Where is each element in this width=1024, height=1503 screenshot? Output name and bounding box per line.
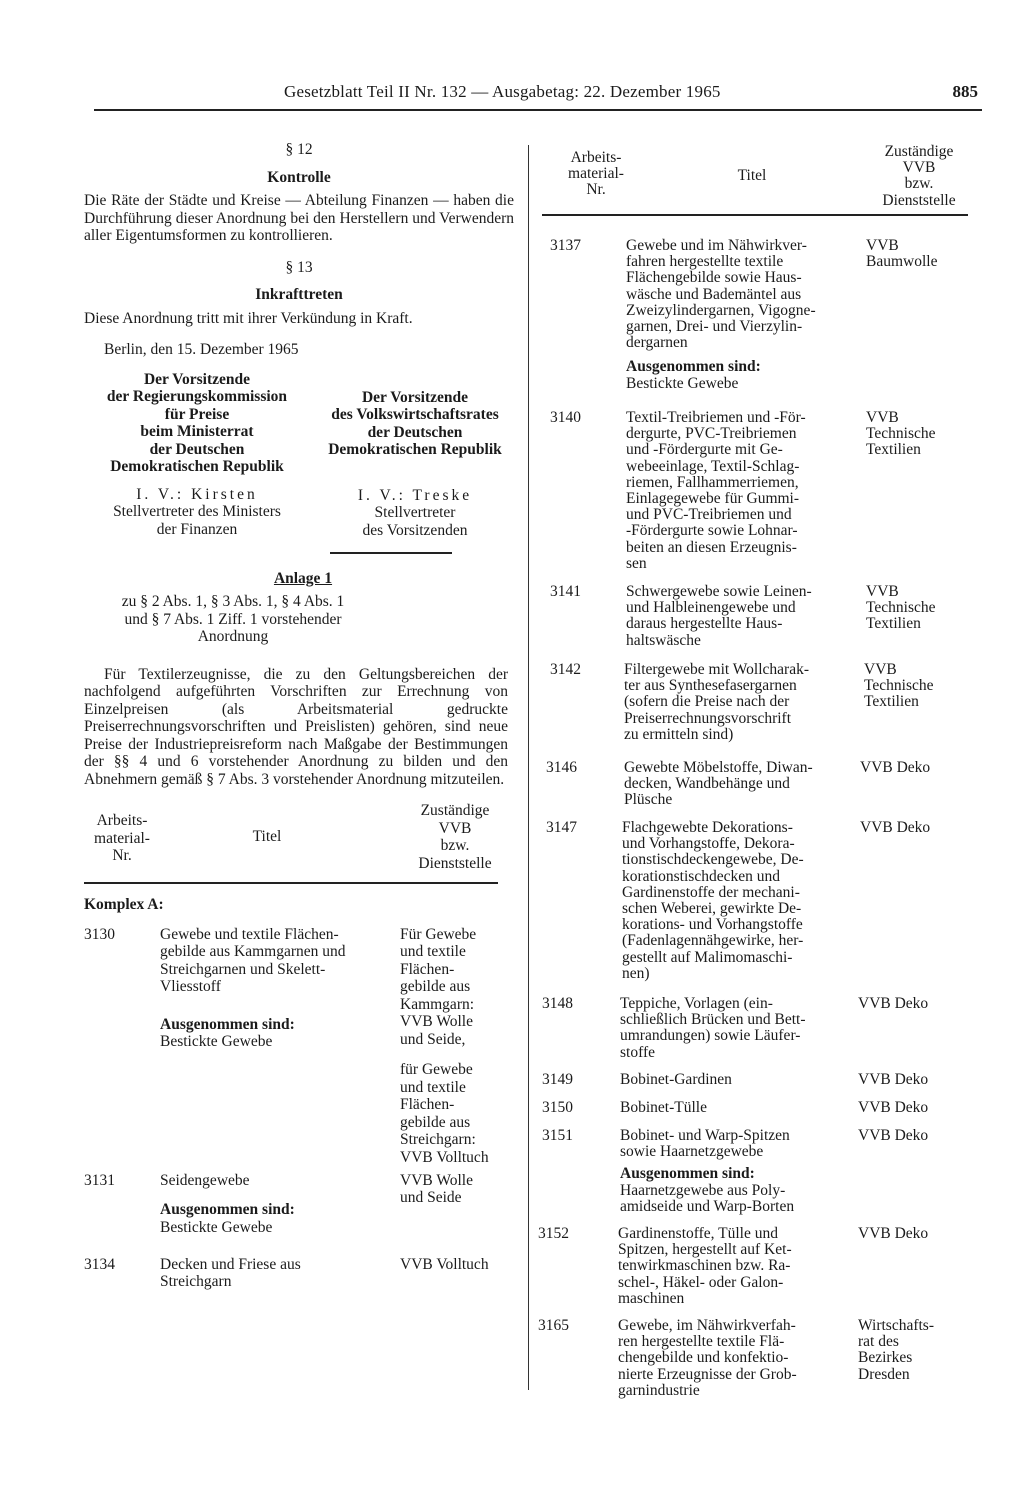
row-office (858, 996, 968, 1012)
row-title-line: ren hergestellte textile Flä- (618, 1333, 785, 1351)
table-row (542, 996, 968, 1072)
row-office (858, 1072, 968, 1088)
row-nr: 3137 (550, 237, 581, 254)
table-row (542, 1128, 968, 1226)
row-title-line: (Fadenlagennähgewirke, her- (622, 932, 804, 950)
row-nr: 3147 (546, 819, 577, 836)
row-office-line: Kammgarn: (400, 995, 475, 1013)
row-title (620, 1100, 858, 1116)
row-title-line: Flachgewebte Dekorations- (622, 819, 793, 836)
anlage-title: Anlage 1 (273, 569, 333, 587)
row-nr: 3130 (84, 925, 115, 943)
row-title (160, 1256, 394, 1291)
row-title-line: garnen, Drei- und Vierzylin- (626, 318, 803, 336)
anlage-rule (330, 552, 452, 554)
left-th-col1-line-1: Arbeits- (96, 812, 148, 829)
anlage-ref-line-3: Anordnung (197, 628, 269, 645)
row-title (618, 1318, 854, 1399)
row-office-line: Dresden (858, 1365, 910, 1383)
table-row (84, 1172, 514, 1256)
table-row (542, 820, 968, 996)
header-title: Gesetzblatt Teil II Nr. 132 — Ausgabetag: 22. Dezember 1965 (284, 82, 721, 101)
row-office-line: und textile (400, 1078, 466, 1096)
row-title-line: Bobinet-Tülle (620, 1099, 707, 1116)
table-row (84, 1256, 514, 1296)
row-title-line: sowie Haarnetzgewebe (620, 1143, 764, 1161)
row-except-line: Bestickte Gewebe (160, 1218, 273, 1236)
row-office-line: VVB Deko (858, 1127, 929, 1144)
row-title-line: Filtergewebe mit Wollcharak- (624, 661, 809, 678)
signatory-left-title-1: Der Vorsitzende (143, 370, 251, 388)
row-title-line: Gardinenstoffe der mechani- (622, 883, 800, 901)
row-title-line: Flächengebilde sowie Haus- (626, 269, 802, 287)
signatory-left-role-2: der Finanzen (156, 520, 238, 538)
row-title-line: Spitzen, hergestellt auf Ket- (618, 1241, 792, 1259)
row-office-line: VVB (864, 661, 897, 678)
row-except-line: Bestickte Gewebe (160, 1033, 273, 1050)
table-row (84, 926, 514, 1172)
row-office-line: Für Gewebe (400, 925, 477, 943)
left-th-col3-line-4: Dienststelle (418, 854, 492, 872)
row-title-line: Vliesstoff (160, 978, 221, 995)
right-th-office (864, 144, 974, 209)
row-office-line: und Seide (400, 1189, 462, 1206)
row-title-line: riemen, Fallhammerriemen, (626, 473, 799, 491)
row-title-line: beiten an diesen Erzeugnis- (626, 538, 797, 556)
section-13-heading: Inkrafttreten (255, 286, 343, 303)
right-column (538, 142, 968, 1408)
row-except-line: Haarnetzgewebe aus Poly- (620, 1181, 786, 1199)
row-title-line: -Fördergurte sowie Lohnar- (626, 522, 798, 540)
row-title-line: zu ermitteln sind) (624, 725, 734, 743)
left-column (84, 135, 514, 1296)
table-row (538, 1317, 968, 1408)
table-row (542, 1072, 968, 1100)
anlage-ref-line-1: zu § 2 Abs. 1, § 3 Abs. 1, § 4 Abs. 1 (121, 593, 345, 610)
row-title (626, 410, 858, 572)
row-nr: 3146 (546, 759, 577, 776)
row-title-line: fahren hergestellte textile (626, 253, 784, 271)
row-office (858, 1128, 968, 1144)
row-title-line: Gardinenstoffe, Tülle und (618, 1225, 778, 1242)
row-title (160, 926, 394, 1051)
row-office-line: VVB (866, 583, 899, 600)
row-title-line: Einlagegewebe für Gummi- (626, 490, 800, 508)
row-office-line: VVB Deko (860, 819, 931, 836)
row-office-line: Wirtschafts- (858, 1317, 934, 1334)
row-title-line: haltswäsche (626, 631, 701, 649)
left-th-col1-line-2: material- (94, 829, 150, 847)
right-th-col1-line-2: material- (568, 165, 624, 183)
row-title-line: webeeinlage, Textil-Schlag- (626, 457, 800, 475)
row-office (400, 926, 506, 1167)
left-th-office (402, 802, 508, 872)
row-title-line: Textil-Treibriemen und -För- (626, 409, 806, 426)
row-office-line: VVB Deko (858, 1071, 929, 1088)
signatory-right-title-3: der Deutschen (367, 423, 463, 441)
row-except-heading: Ausgenommen sind: (620, 1165, 755, 1183)
row-title-line: und PVC-Treibriemen und (626, 506, 792, 524)
row-office-line: Technische (864, 677, 934, 695)
right-table-header (542, 142, 968, 209)
table-row (542, 760, 968, 820)
section-12-heading: Kontrolle (267, 168, 331, 186)
anlage-ref-line-2: und § 7 Abs. 1 Ziff. 1 vorstehender (124, 610, 342, 628)
row-title-line: daraus hergestellte Haus- (626, 615, 783, 633)
signatory-right-title-2: des Volkswirtschaftsrates (331, 406, 499, 423)
row-title-line: gebilde aus Kammgarnen und (160, 943, 346, 960)
row-title-line: Preiserrechnungsvorschrift (624, 709, 792, 727)
row-office (858, 1226, 968, 1242)
row-title-line: Plüsche (624, 791, 673, 809)
row-title-line: chengebilde und konfektio- (618, 1349, 789, 1367)
right-th-col3-line-2: VVB (902, 159, 936, 177)
komplex-heading: Komplex A: (84, 896, 164, 913)
signature-block (84, 371, 514, 546)
row-title-line: tionstischdeckengewebe, De- (622, 851, 804, 869)
row-title-line: Gewebe und textile Flächen- (160, 925, 339, 943)
row-title (624, 760, 858, 809)
row-title-line: Teppiche, Vorlagen (ein- (620, 995, 773, 1012)
right-th-col3-line-3: bzw. (904, 175, 934, 193)
section-13-number: § 13 (285, 258, 313, 276)
row-title-line: korations- und Vorhangstoffe (622, 916, 803, 934)
row-nr: 3149 (542, 1071, 573, 1088)
row-title-line: tenwirkmaschinen bzw. Ra- (618, 1257, 791, 1275)
right-th-col1-line-1: Arbeits- (570, 149, 622, 166)
row-office (866, 410, 970, 459)
signatory-right-title-1: Der Vorsitzende (361, 388, 469, 406)
row-title-line: Seidengewebe (160, 1171, 250, 1189)
row-nr: 3165 (538, 1317, 569, 1334)
row-office-line: VVB Deko (860, 759, 931, 776)
row-except-heading: Ausgenommen sind: (626, 358, 761, 376)
row-nr: 3134 (84, 1255, 115, 1273)
right-th-col3-line-1: Zuständige (884, 143, 954, 160)
signatory-left-role-1: Stellvertreter des Ministers (113, 503, 281, 520)
row-title-line: nen) (622, 964, 650, 982)
row-office (864, 662, 968, 711)
row-office-line: gebilde aus (400, 978, 471, 995)
row-title (626, 238, 858, 392)
row-office-line: Technische (866, 599, 936, 617)
row-except-heading: Ausgenommen sind: (160, 1201, 295, 1218)
row-title-line: stoffe (620, 1043, 656, 1061)
right-th-col3-line-4: Dienststelle (882, 191, 956, 209)
left-th-col3-line-1: Zuständige (420, 802, 490, 819)
row-title (620, 1128, 858, 1215)
signatory-left-title-5: der Deutschen (149, 440, 245, 458)
row-nr: 3152 (538, 1225, 569, 1242)
row-title (620, 1072, 858, 1088)
left-table-rule (84, 882, 498, 884)
row-title-line: schen Weberei, gewirkte De- (622, 900, 802, 918)
row-title-line: (sofern die Preise nach der (624, 693, 790, 711)
section-12-text: Die Räte der Städte und Kreise — Abteilung Finanzen — haben die Durchführung dieser Anordnung bei den Herstellern und Verwendern aller Eigentumsformen zu kontrollieren. (84, 192, 514, 244)
row-title (624, 662, 858, 743)
row-title-line: schel-, Häkel- oder Galon- (618, 1273, 784, 1291)
row-title-line: dergarnen (626, 334, 688, 352)
row-title-line: garnindustrie (618, 1381, 700, 1399)
table-row (542, 410, 968, 584)
table-row (542, 662, 968, 760)
row-title-line: Streichgarn (160, 1273, 232, 1290)
row-title (620, 996, 858, 1061)
signatory-left (84, 371, 310, 539)
row-nr: 3150 (542, 1099, 573, 1116)
row-title-line: Zweizylindergarnen, Vigogne- (626, 301, 816, 319)
row-office-line: Textilien (866, 615, 921, 633)
row-office-line: rat des (858, 1333, 899, 1351)
row-title-line: wäsche und Bademäntel aus (626, 285, 802, 303)
row-title (622, 820, 858, 982)
table-row (542, 584, 968, 662)
signatory-right-role-2: des Vorsitzenden (362, 521, 468, 539)
row-title (618, 1226, 856, 1307)
left-th-col3-line-2: VVB (438, 819, 472, 837)
row-title-line: Gewebe, im Nähwirkverfah- (618, 1317, 796, 1334)
page-number: 885 (952, 82, 978, 101)
anlage-reference (84, 593, 378, 646)
row-title-line: und Vorhangstoffe, Dekora- (622, 835, 795, 853)
row-title-line: Decken und Friese aus (160, 1255, 301, 1273)
row-office-line: VVB Wolle (400, 1171, 473, 1189)
row-title-line: Schwergewebe sowie Leinen- (626, 583, 812, 600)
row-office-line: Baumwolle (866, 253, 938, 271)
signatory-right-role-1: Stellvertreter (374, 504, 456, 521)
row-title-line: schließlich Brücken und Bett- (620, 1011, 806, 1029)
row-office-line: VVB Volltuch (400, 1148, 489, 1166)
row-nr: 3131 (84, 1171, 115, 1189)
row-nr: 3142 (550, 661, 581, 678)
row-title-line: sen (626, 554, 647, 572)
row-office-line: Flächen- (400, 1096, 455, 1113)
row-office-line: Bezirkes (858, 1349, 913, 1367)
row-title-line: decken, Wandbehänge und (624, 775, 790, 793)
row-nr: 3148 (542, 995, 573, 1012)
row-title-line: und -Fördergurte mit Ge- (626, 441, 783, 459)
row-office (858, 1100, 968, 1116)
signatory-left-title-3: für Preise (164, 405, 230, 423)
row-office-line: VVB Deko (858, 1225, 929, 1242)
left-th-title: Titel (252, 828, 282, 845)
row-office-line: und textile (400, 943, 466, 960)
row-title-line: umrandungen) sowie Läufer- (620, 1027, 801, 1045)
row-office (400, 1256, 506, 1274)
table-row (538, 1225, 968, 1318)
left-table-header (84, 802, 514, 874)
header-rule (94, 109, 982, 111)
signatory-left-title-6: Demokratischen Republik (110, 458, 284, 475)
row-office (866, 584, 970, 633)
page-header (0, 82, 1024, 106)
right-th-material-nr (546, 150, 646, 199)
row-title-line: dergurte, PVC-Treibriemen (626, 425, 797, 443)
row-office-line: und Seide, (400, 1030, 466, 1048)
row-title-line: maschinen (618, 1289, 685, 1307)
right-th-title: Titel (737, 167, 767, 184)
section-13-text: Diese Anordnung tritt mit ihrer Verkündung in Kraft. (84, 309, 413, 327)
signatory-left-name: I. V.: Kirsten (136, 485, 258, 503)
row-title-line: Bobinet- und Warp-Spitzen (620, 1127, 790, 1144)
row-office-line: Technische (866, 425, 936, 443)
signatory-right-title-4: Demokratischen Republik (328, 441, 502, 458)
row-except-heading: Ausgenommen sind: (160, 1015, 295, 1033)
row-office (400, 1172, 506, 1207)
row-title (626, 584, 858, 649)
row-office-line: VVB (866, 237, 899, 254)
row-title-line: gestellt auf Malimomaschi- (622, 948, 793, 966)
row-title-line: Gewebe und im Nähwirkver- (626, 237, 807, 254)
anlage-text: Für Textilerzeugnisse, die zu den Geltungsbereichen der nachfolgend aufgeführten Vorschriften zur Errechnung von Einzelpreisen (als Arbeitsmaterial gedruckte Preiserrechnungsvorschriften und Preislisten) gehören, sind neue Preise der Industriepreisreform nach Maßgabe der Bestimmungen der §§ 4 und 6 vorstehender Anordnung zu bilden und den Abnehmern gemäß § 7 Abs. 3 vorstehender Anordnung mitzuteilen. (84, 665, 508, 788)
row-office (860, 760, 968, 776)
row-title-line: ter aus Synthesefasergarnen (624, 677, 797, 695)
row-office-spacer (400, 1048, 506, 1061)
left-th-col3-line-3: bzw. (440, 837, 470, 854)
left-th-material-nr (84, 812, 160, 865)
row-office-line: VVB (866, 409, 899, 426)
signatory-right (310, 389, 520, 540)
table-row (542, 1100, 968, 1128)
row-office (860, 820, 968, 836)
row-nr: 3151 (542, 1127, 573, 1144)
row-except-line: Bestickte Gewebe (626, 374, 739, 392)
row-office-line: VVB Wolle (400, 1013, 473, 1030)
row-office-line: VVB Deko (858, 1099, 929, 1116)
signatory-right-name: I. V.: Treske (357, 486, 473, 504)
row-nr: 3140 (550, 409, 581, 426)
row-except-line: amidseide und Warp-Borten (620, 1197, 795, 1215)
section-12-number: § 12 (285, 141, 313, 158)
row-office-line: für Gewebe (400, 1061, 473, 1078)
row-office-line: gebilde aus (400, 1113, 471, 1131)
row-office-line: VVB Volltuch (400, 1255, 489, 1273)
row-office (858, 1318, 968, 1383)
right-table-rule (542, 214, 968, 216)
row-office-line: Streichgarn: (400, 1131, 476, 1148)
place-date: Berlin, den 15. Dezember 1965 (104, 341, 299, 358)
column-divider (528, 145, 529, 1390)
row-office-line: Textilien (864, 693, 919, 711)
row-title-line: korationstischdecken und (622, 867, 780, 885)
row-title-line: Streichgarnen und Skelett- (160, 960, 326, 978)
row-office-line: Textilien (866, 441, 921, 459)
row-nr: 3141 (550, 583, 581, 600)
left-th-col1-line-3: Nr. (112, 847, 132, 864)
row-title-line: Bobinet-Gardinen (620, 1071, 732, 1088)
row-title-line: und Halbleinengewebe und (626, 599, 796, 617)
row-office-line: VVB Deko (858, 995, 929, 1012)
table-row (542, 238, 968, 410)
row-title-line: nierte Erzeugnisse der Grob- (618, 1365, 797, 1383)
signatory-left-title-4: beim Ministerrat (140, 423, 254, 440)
row-office (866, 238, 970, 270)
right-th-col1-line-3: Nr. (586, 181, 606, 199)
row-title (160, 1172, 394, 1237)
signatory-left-title-2: der Regierungskommission (106, 388, 288, 405)
row-title-line: Gewebte Möbelstoffe, Diwan- (624, 759, 813, 776)
row-office-line: Flächen- (400, 960, 455, 978)
